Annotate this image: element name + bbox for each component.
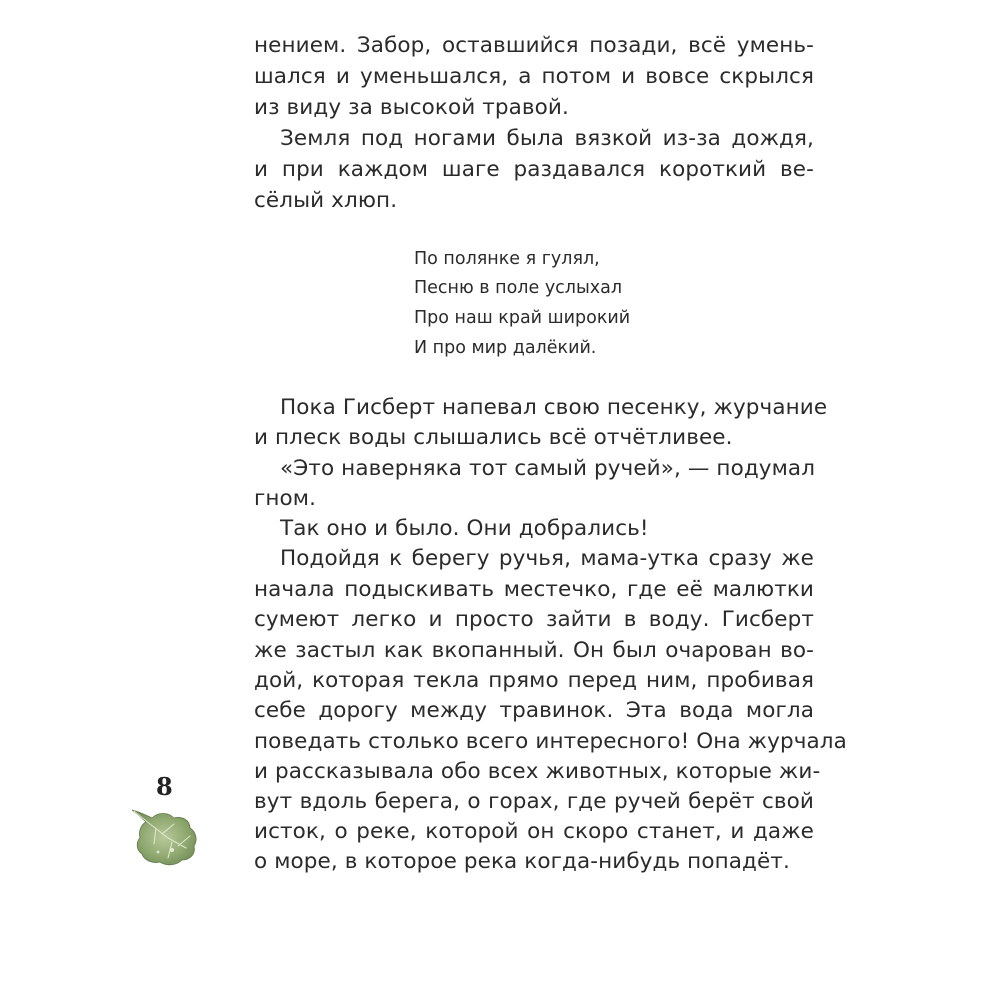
text-line: из виду за высокой травой.: [254, 95, 569, 120]
text-line: поведать столько всего интересного! Она журчала: [254, 729, 847, 754]
text-line: и плеск воды слышались всё отчётливее.: [254, 425, 733, 450]
text-line: исток, о реке, которой он скоро станет, и даже: [254, 819, 814, 844]
text-line: Земля под ногами была вязкой из-за дождя,: [280, 126, 814, 151]
text-line: же застыл как вкопанный. Он был очарован во-: [254, 638, 814, 663]
text-line: себе дорогу между травинок. Эта вода могла: [254, 698, 814, 723]
poem-line: Песню в поле услыхал: [414, 278, 623, 298]
text-line: и при каждом шаге раздавался короткий ве-: [254, 157, 814, 182]
text-line: нением. Забор, оставшийся позади, всё умень-: [254, 33, 814, 58]
poem-line: И про мир далёкий.: [414, 338, 597, 358]
text-line: и рассказывала обо всех животных, которые жи-: [254, 759, 821, 784]
text-line: Пока Гисберт напевал свою песенку, журчание: [280, 395, 828, 420]
text-line: сумеют легко и просто зайти в воду. Гисберт: [254, 607, 814, 632]
page-number: 8: [156, 772, 173, 801]
text-line: гном.: [254, 486, 317, 511]
leaf-icon: [128, 806, 200, 868]
text-line: вут вдоль берега, о горах, где ручей берёт свой: [254, 789, 814, 814]
text-line: «Это наверняка тот самый ручей», — подумал: [280, 456, 816, 481]
text-line: сёлый хлюп.: [254, 188, 398, 213]
text-line: о море, в которое река когда-нибудь попадёт.: [254, 849, 790, 874]
text-line: Так оно и было. Они добрались!: [280, 516, 649, 541]
text-line: Подойдя к берегу ручья, мама-утка сразу же: [280, 546, 814, 571]
poem-line: Про наш край широкий: [414, 308, 631, 328]
text-line: шался и уменьшался, а потом и вовсе скрылся: [254, 64, 814, 89]
text-line: дой, которая текла прямо перед ним, пробивая: [254, 668, 814, 693]
text-line: начала подыскивать местечко, где её малютки: [254, 577, 814, 602]
poem-line: По полянке я гулял,: [414, 249, 600, 269]
